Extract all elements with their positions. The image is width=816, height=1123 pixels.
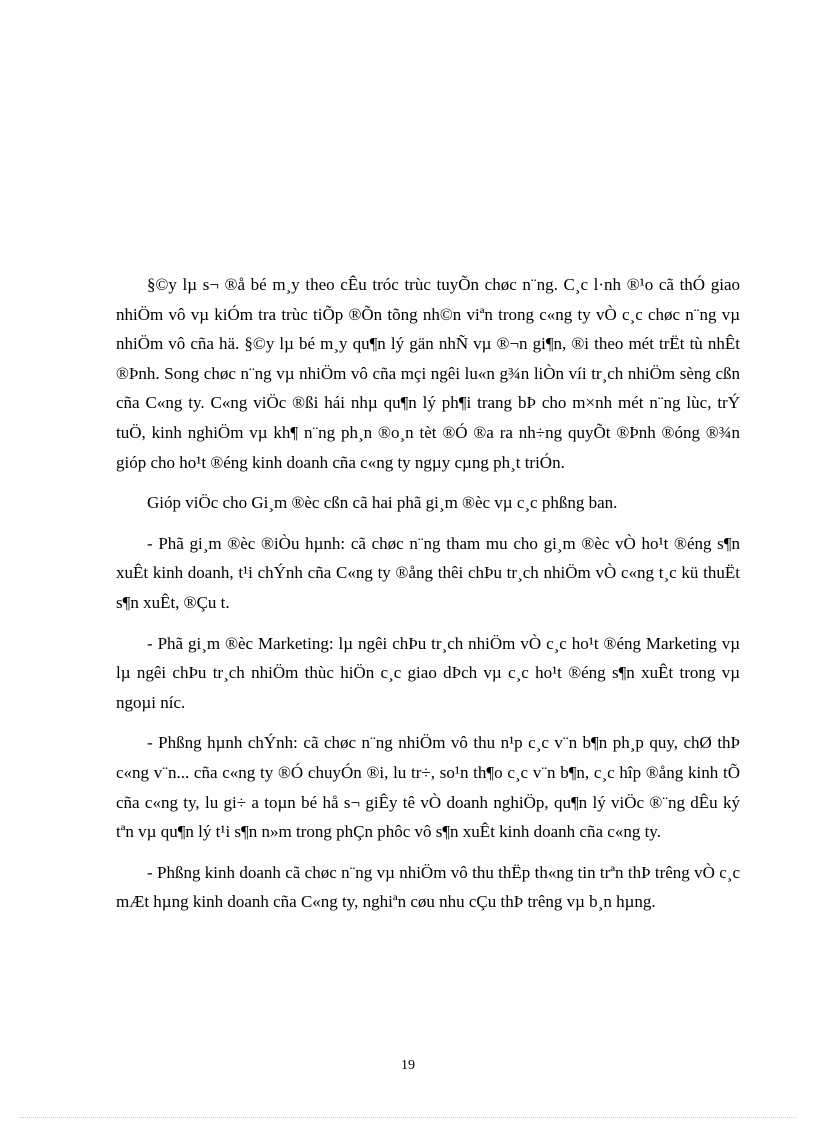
paragraph-deputy-operations: - Phã gi¸m ®èc ®iÒu hµnh: cã chøc n¨ng tham mu cho gi¸m ®èc vÒ ho¹t ®éng s¶n xuÊt kinh doanh, t¹i chÝnh cña C«ng ty ®ång thêi chÞu tr¸ch nhiÖm vÒ c«ng t¸c kü thuËt s¶n xuÊt, ®Çu t. [116,533,740,612]
page-body-text [116,270,740,928]
page-number: 19 [401,1058,415,1073]
paragraph-sales-department: - Phßng kinh doanh cã chøc n¨ng vµ nhiÖm vô thu thËp th«ng tin trªn thÞ trêng vÒ c¸c mÆt hµng kinh doanh cña C«ng ty, nghiªn cøu nhu cÇu thÞ trêng vµ b¸n hµng. [116,862,740,912]
paragraph-deputy-marketing: - Phã gi¸m ®èc Marketing: lµ ngêi chÞu tr¸ch nhiÖm vÒ c¸c ho¹t ®éng Marketing vµ lµ ngêi chÞu tr¸ch nhiÖm thùc hiÖn c¸c giao dÞch vµ c¸c ho¹t ®éng s¶n xuÊt trong vµ ngoµi níc. [116,633,740,712]
paragraph-org-structure: §©y lµ s¬ ®å bé m¸y theo cÊu tróc trùc tuyÕn chøc n¨ng. C¸c l·nh ®¹o cã thÓ giao nhiÖm vô vµ kiÓm tra trùc tiÕp ®Õn tõng nh©n viªn trong c«ng ty vÒ c¸c chøc n¨ng vµ nhiÖm vô cña hä. §©y lµ bé m¸y qu¶n lý gän nhÑ vµ ®¬n gi¶n, ®i theo mét trËt tù nhÊt ®Þnh. Song chøc n¨ng vµ nhiÖm vô cña mçi ngêi lu«n g¾n liÒn víi tr¸ch nhiÖm sèng cßn cña C«ng ty. C«ng viÖc ®ßi hái nhµ qu¶n lý ph¶i trang bÞ cho m×nh mét n¨ng lùc, trÝ tuÖ, kinh nghiÖm vµ kh¶ n¨ng ph¸n ®o¸n tèt ®Ó ®a ra nh÷ng quyÕt ®Þnh ®óng ®¾n gióp cho ho¹t ®éng kinh doanh cña c«ng ty ngµy cµng ph¸t triÓn. [116,275,740,472]
footer-divider [20,1117,796,1118]
paragraph-admin-department: - Phßng hµnh chÝnh: cã chøc n¨ng nhiÖm vô thu n¹p c¸c v¨n b¶n ph¸p quy, chØ thÞ c«ng v¨n... cña c«ng ty ®Ó chuyÓn ®i, lu tr÷, so¹n th¶o c¸c v¨n b¶n, c¸c hîp ®ång kinh tÕ cña c«ng ty, lu gi÷ a toµn bé hå s¬ giÊy tê vÒ doanh nghiÖp, qu¶n lý viÖc ®¨ng dÊu ký tªn vµ qu¶n lý t¹i s¶n n»m trong phÇn phôc vô s¶n xuÊt kinh doanh cña c«ng ty. [116,733,740,842]
paragraph-assistants: Gióp viÖc cho Gi¸m ®èc cßn cã hai phã gi¸m ®èc vµ c¸c phßng ban. [147,493,618,513]
